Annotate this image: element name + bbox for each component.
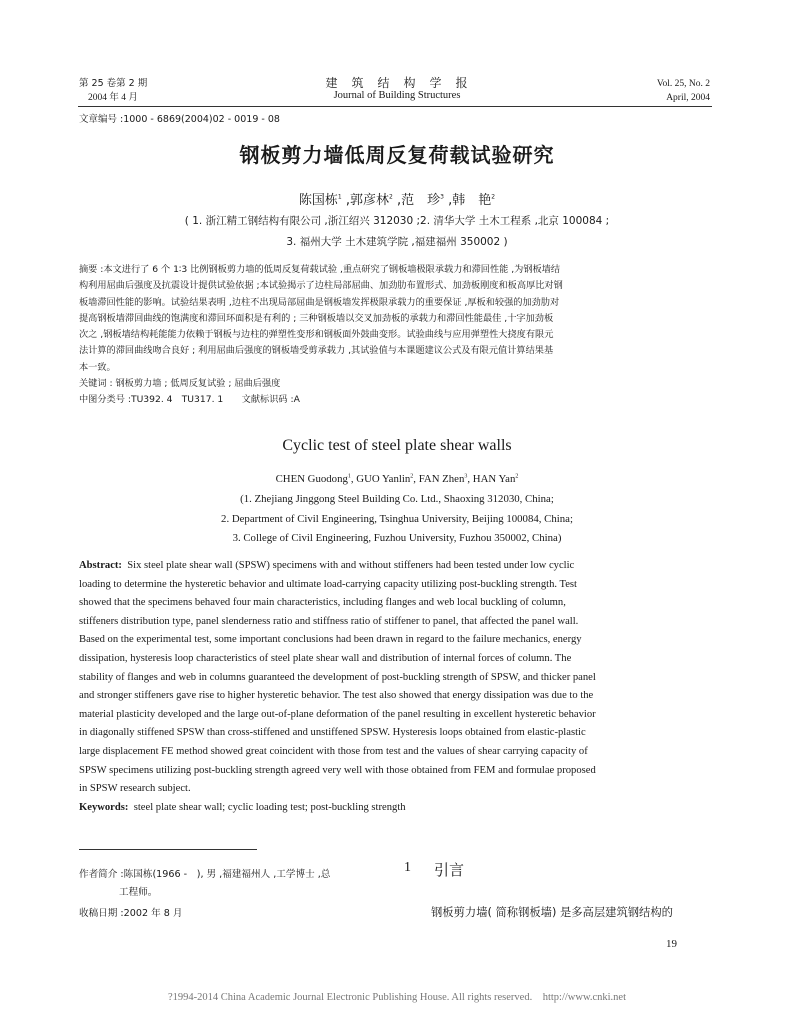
affiliation-en-line3: 3. College of Civil Engineering, Fuzhou University, Fuzhou 350002, China): [232, 532, 562, 544]
abstract-en-line: Abstract: Six steel plate shear wall (SPSW) specimens with and without stiffeners had been tested under low cyclic: [79, 560, 575, 571]
author-cn: 陈国栋: [298, 193, 338, 208]
author-en: FAN Zhen: [418, 473, 465, 485]
section-number: 1: [404, 860, 411, 875]
abstract-cn-line: 板墙滞回性能的影响。试验结果表明 ,边柱不出现局部屈曲是钢板墙发挥极限承载力的重要保证 ,厚板和较强的加劲肋对: [79, 296, 560, 308]
affiliation-cn-line2: 3. 福州大学 土木建筑学院 ,福建福州 350002 ): [286, 236, 508, 248]
abstract-label: Abstract:: [79, 560, 122, 571]
abstract-en-line: dissipation, hysteresis loop characteristics of steel plate shear wall and distribution of internal forces of column. The: [79, 652, 572, 664]
affiliation-cn-line1: ( 1. 浙江精工钢结构有限公司 ,浙江绍兴 312030 ;2. 清华大学 土木工程系 ,北京 100084 ;: [184, 215, 610, 227]
abstract-en-line: stiffeners distribution type, panel slenderness ratio and stiffness ratio of stiffener to panel, that affected the panel wall.: [79, 615, 579, 627]
abstract-cn-line: 本一致。: [79, 361, 116, 373]
keywords-en: Keywords: steel plate shear wall; cyclic loading test; post-buckling strength: [79, 801, 406, 813]
footnote-author-cont: 工程师。: [119, 887, 158, 898]
paper-title-cn: 钢板剪力墙低周反复荷载试验研究: [239, 143, 555, 167]
journal-title-en: Journal of Building Structures: [333, 90, 461, 101]
abstract-cn-line: 法计算的滞回曲线吻合良好 ; 利用屈曲后强度的钢板墙受剪承载力 ,其试验值与本课题建议公式及有限元值计算结果基: [79, 345, 554, 357]
abstract-en-line: in SPSW research subject.: [79, 783, 191, 795]
keywords-label: Keywords:: [79, 801, 129, 813]
copyright-notice: ?1994-2014 China Academic Journal Electronic Publishing House. All rights reserved. http://www.cnki.net: [167, 992, 627, 1003]
abstract-en-line: material plasticity developed and the large out-of-plane deformation of the panel resulting in excellent hysteretic behavior: [79, 708, 596, 720]
abstract-en-line: loading to determine the hysteretic behavior and ultimate load-carrying capacity utilizing post-buckling strength. Test: [79, 578, 577, 590]
journal-volume: 第 25 卷第 2 期: [79, 78, 148, 89]
abstract-en-line: showed that the specimens behaved four main characteristics, including flanges and web local buckling of column,: [79, 597, 566, 609]
abstract-en-line: and stronger stiffeners gave rise to higher hysteretic behavior. The test also showed that energy dissipation was due to the: [79, 690, 594, 702]
abstract-en: [79, 557, 713, 817]
author-cn: 范 珍: [401, 193, 441, 208]
section-title: 引言: [434, 861, 465, 879]
author-cn: 郭彦林: [350, 193, 390, 208]
author-en: CHEN Guodong: [275, 473, 348, 485]
abstract-en-line: Based on the experimental test, some important conclusions had been drawn in regard to the failure mechanics, energy: [79, 634, 582, 646]
abstract-en-line: stability of flanges and web in columns guaranteed the development of post-buckling strength of SPSW, and thicker panel: [79, 671, 596, 683]
keywords-cn: 关键词 : 钢板剪力墙 ; 低周反复试验 ; 屈曲后强度: [79, 378, 281, 390]
affiliation-en-line2: 2. Department of Civil Engineering, Tsinghua University, Beijing 100084, China;: [221, 513, 573, 525]
header-rule: [78, 106, 712, 107]
footnote-rule: [79, 849, 257, 850]
abstract-en-line: SPSW specimens utilizing post-buckling strength agreed very well with those obtained from FEM and formulae proposed: [79, 764, 596, 776]
author-en: GUO Yanlin: [356, 473, 411, 485]
footnote-author: 作者简介 :陈国栋(1966 - ), 男 ,福建福州人 ,工学博士 ,总: [79, 869, 331, 880]
authors-en: CHEN Guodong$^1$, GUO Yanlin$^2$, FAN Zhen$^3$, HAN Yan$^2$: [275, 473, 519, 485]
abstract-cn-line: 构利用屈曲后强度及抗震设计提供试验依据 ;本试验揭示了边柱局部屈曲、加劲肋布置形式、加劲板刚度和板高厚比对钢: [79, 280, 563, 292]
author-en: HAN Yan: [472, 473, 516, 485]
abstract-en-line: in diagonally stiffened SPSW than cross-stiffened and unstiffened SPSW. Hysteresis loops obtained from elastic-plastic: [79, 727, 586, 739]
journal-date-cn: 2004 年 4 月: [88, 93, 138, 103]
affiliation-en-line1: (1. Zhejiang Jinggong Steel Building Co. Ltd., Shaoxing 312030, China;: [240, 493, 554, 505]
paper-title-en: Cyclic test of steel plate shear walls: [282, 437, 512, 454]
authors-cn: 陈国栋$^1$ ,郭彦林$^2$ ,范 珍$^3$ ,韩 艳$^2$: [298, 193, 496, 208]
author-cn: 韩 艳: [452, 193, 492, 208]
journal-volume-en: Vol. 25, No. 2: [656, 79, 710, 89]
classification-cn: 中图分类号 :TU392. 4 TU317. 1 文献标识码 :A: [79, 394, 300, 406]
article-id: 文章编号 :1000 - 6869(2004)02 - 0019 - 08: [79, 114, 280, 125]
journal-date-en: April, 2004: [666, 93, 710, 103]
abstract-en-line: large displacement FE method showed great coincident with those from test and the values of shear carrying capacity of: [79, 745, 588, 757]
body-text: 钢板剪力墙( 简称钢板墙) 是多高层建筑钢结构的: [431, 906, 673, 919]
abstract-cn-line: 次之 ,钢板墙结构耗能能力依赖于钢板与边柱的弹塑性变形和钢板面外鼓曲变形。试验曲线与应用弹塑性大挠度有限元: [79, 329, 554, 341]
journal-title-cn: 建 筑 结 构 学 报: [325, 76, 469, 90]
abstract-cn-line: 摘要 :本文进行了 6 个 1∶3 比例钢板剪力墙的低周反复荷载试验 ,重点研究了钢板墙极限承载力和滞回性能 ,为钢板墙结: [79, 264, 561, 275]
footnote-received: 收稿日期 :2002 年 8 月: [79, 908, 183, 919]
abstract-cn: [79, 262, 719, 409]
abstract-cn-line: 提高钢板墙滞回曲线的饱满度和滞回环面积是有利的 ; 三种钢板墙以交叉加劲板的承载力和滞回性能最佳 ,十字加劲板: [79, 312, 554, 324]
page-number: 19: [666, 938, 677, 950]
